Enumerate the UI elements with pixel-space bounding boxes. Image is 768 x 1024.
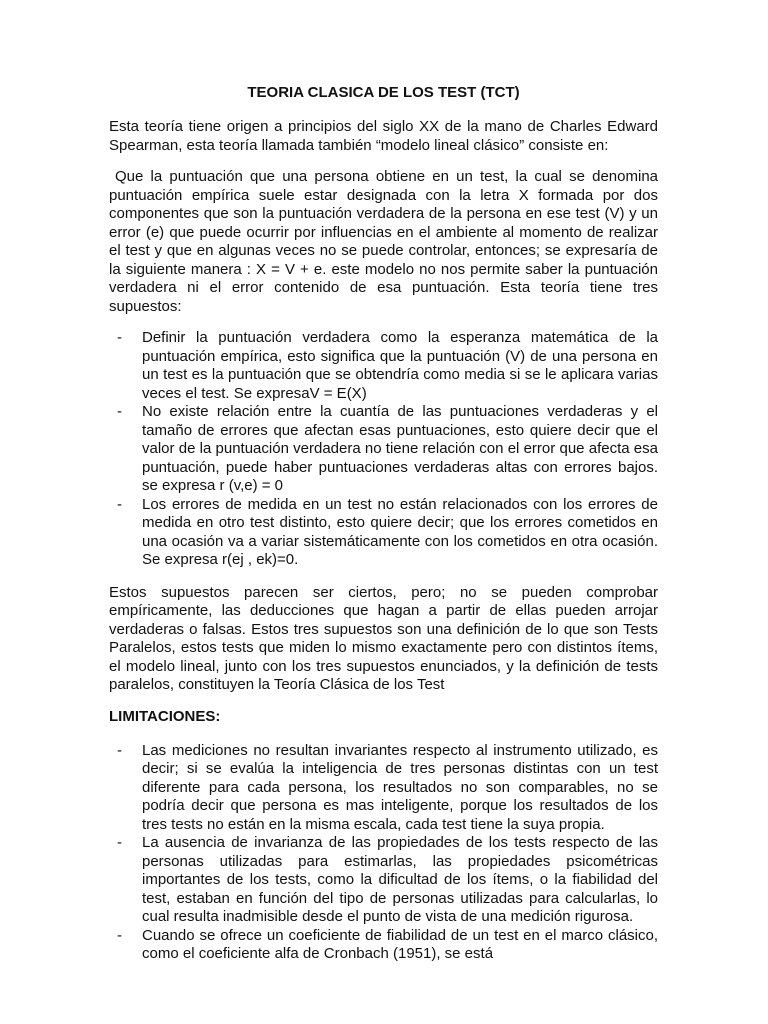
bullet-marker: - — [117, 926, 122, 944]
limitation-text: La ausencia de invarianza de las propiedades de los tests respecto de las personas utilizadas para estimarlas, las propiedades psicométricas importantes de los tests, como la dificultad de los ítems, o la fiabilidad del test, estaban en función del tipo de personas utilizadas para calcularlas, lo cual resulta inadmisible desde el punto de vista de una medición rigurosa. — [142, 834, 658, 925]
bullet-marker: - — [117, 329, 122, 346]
summary-paragraph: Estos supuestos parecen ser ciertos, pero; no se pueden comprobar empíricamente, las deducciones que hagan a partir de ellas pueden arrojar verdaderas o falsas. Estos tres supuestos son una definición de lo que son Tests Paralelos, estos tests que miden lo mismo exactamente pero con distintos ítems, el modelo lineal, junto con los tres supuestos enunciados, y la definición de tests paralelos, constituyen la Teoría Clásica de los Test — [109, 583, 658, 693]
limitations-list — [109, 742, 658, 964]
limitation-text: Cuando se ofrece un coeficiente de fiabilidad de un test en el marco clásico, como el coeficiente alfa de Cronbach (1951), se está — [142, 926, 658, 962]
bullet-marker: - — [117, 834, 122, 851]
assumption-text: Los errores de medida en un test no están relacionados con los errores de medida en otro test distinto, esto quiere decir; que los errores cometidos en una ocasión va a variar sistemáticamente con los cometidos en otra ocasión. Se expresa r(ej , ek)=0. — [142, 495, 658, 568]
assumption-text: Definir la puntuación verdadera como la esperanza matemática de la puntuación empírica, esto significa que la puntuación (V) de una persona en un test es la puntuación que se obtendría como media si se le aplicara varias veces el test. Se expresaV = E(X) — [142, 329, 658, 402]
document-title: TEORIA CLASICA DE LOS TEST (TCT) — [247, 84, 520, 101]
document-page — [109, 84, 658, 978]
assumption-item-1 — [109, 329, 658, 403]
bullet-marker: - — [117, 495, 122, 513]
limitation-item-1 — [109, 742, 658, 835]
assumptions-list — [109, 329, 658, 570]
assumption-item-2 — [109, 403, 658, 496]
assumption-text: No existe relación entre la cuantía de las puntuaciones verdaderas y el tamaño de errores que afectan esas puntuaciones, esto quiere decir que el valor de la puntuación verdadera no tiene relación con el error que afecta esa puntuación, puede haber puntuaciones verdaderas altas con errores bajos. se expresa r (v,e) = 0 — [142, 403, 658, 494]
limitations-heading: LIMITACIONES: — [109, 707, 221, 725]
limitation-item-3 — [109, 927, 658, 964]
bullet-marker: - — [117, 403, 122, 420]
assumption-item-3 — [109, 496, 658, 570]
main-paragraph: Que la puntuación que una persona obtiene en un test, la cual se denomina puntuación empírica suele estar designada con la letra X formada por dos componentes que son la puntuación verdadera de la persona en ese test (V) y un error (e) que puede ocurrir por influencias en el ambiente al momento de realizar el test y que en algunas veces no se puede controlar, entonces; se expresaría de la siguiente manera : X = V + e. este modelo no nos permite saber la puntuación verdadera ni el error contenido de esa puntuación. Esta teoría tiene tres supuestos: — [109, 168, 658, 315]
limitation-item-2 — [109, 834, 658, 927]
limitation-text: Las mediciones no resultan invariantes respecto al instrumento utilizado, es decir; si se evalúa la inteligencia de tres personas distintas con un test diferente para cada persona, los resultados no son comparables, no se podría decir que persona es mas inteligente, porque los resultados de los tres tests no están en la misma escala, cada test tiene la suya propia. — [142, 741, 658, 833]
bullet-marker: - — [117, 741, 122, 759]
intro-paragraph: Esta teoría tiene origen a principios del siglo XX de la mano de Charles Edward Spearman, esta teoría llamada también “modelo lineal clásico” consiste en: — [109, 118, 658, 154]
